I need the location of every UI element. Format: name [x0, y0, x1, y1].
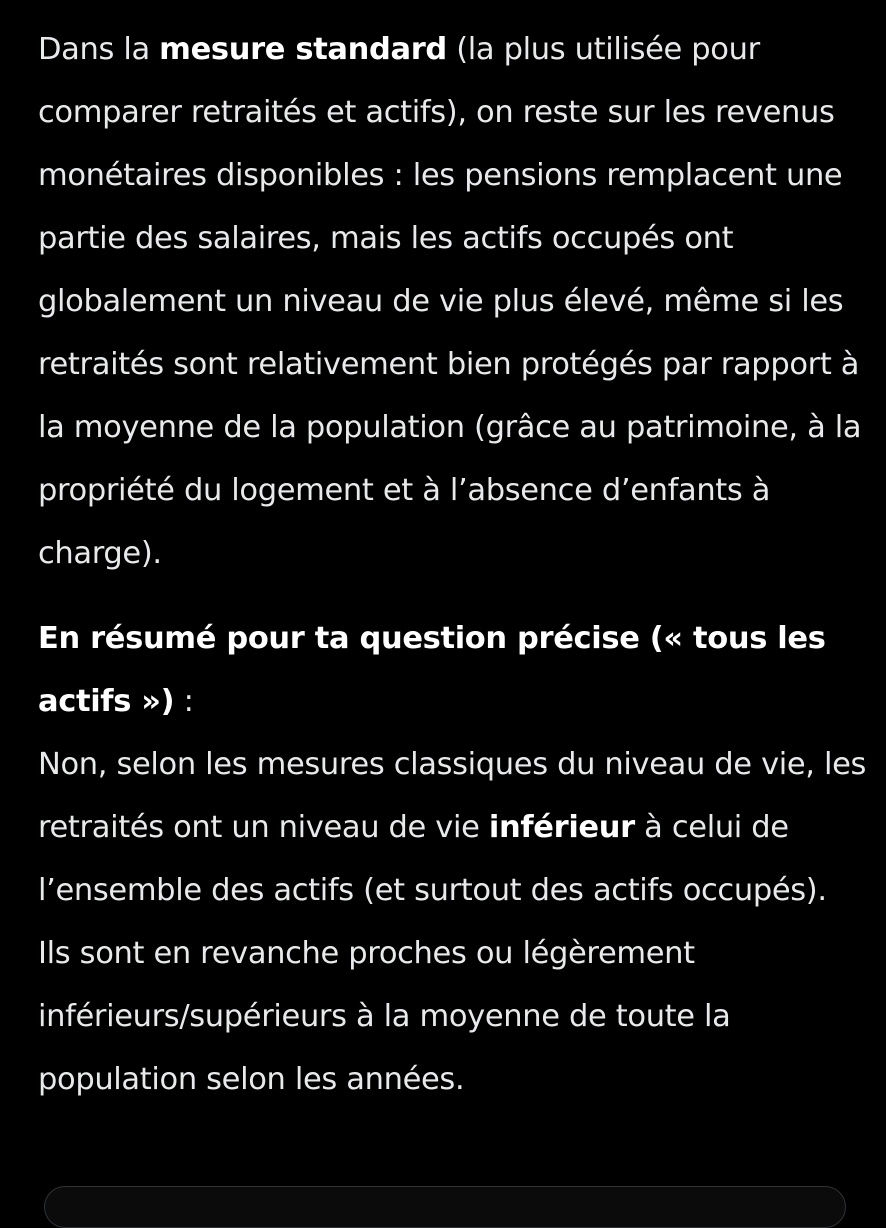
emphasis-mesure-standard: mesure standard — [159, 32, 447, 67]
summary-heading-suffix: : — [174, 684, 194, 719]
paragraph-text: Dans la — [38, 32, 160, 67]
message-composer[interactable] — [44, 1186, 846, 1228]
summary-text: Non, selon les mesures classiques du niveau de vie, les retraités ont un niveau de vie — [38, 747, 867, 845]
message-paragraph — [38, 18, 868, 585]
summary-text: à celui de l’ensemble des actifs (et surtout des actifs occupés). Ils sont en revanche proches ou légèrement inférieurs/supérieurs à la moyenne de toute la population selon les années. — [38, 810, 827, 1097]
emphasis-inferieur: inférieur — [488, 810, 635, 845]
summary-paragraph — [38, 733, 868, 1111]
paragraph-text: (la plus utilisée pour comparer retraités et actifs), on reste sur les revenus monétaires disponibles : les pensions remplacent une partie des salaires, mais les actifs occupés ont globalement un niveau de vie plus élevé, même si les retraités sont relativement bien protégés par rapport à la moyenne de la population (grâce au patrimoine, à la propriété du logement et à l’absence d’enfants à charge). — [38, 32, 862, 571]
summary-heading — [38, 607, 868, 733]
summary-heading-bold: En résumé pour ta question précise (« tous les actifs ») — [38, 621, 826, 719]
assistant-message — [38, 18, 868, 1111]
